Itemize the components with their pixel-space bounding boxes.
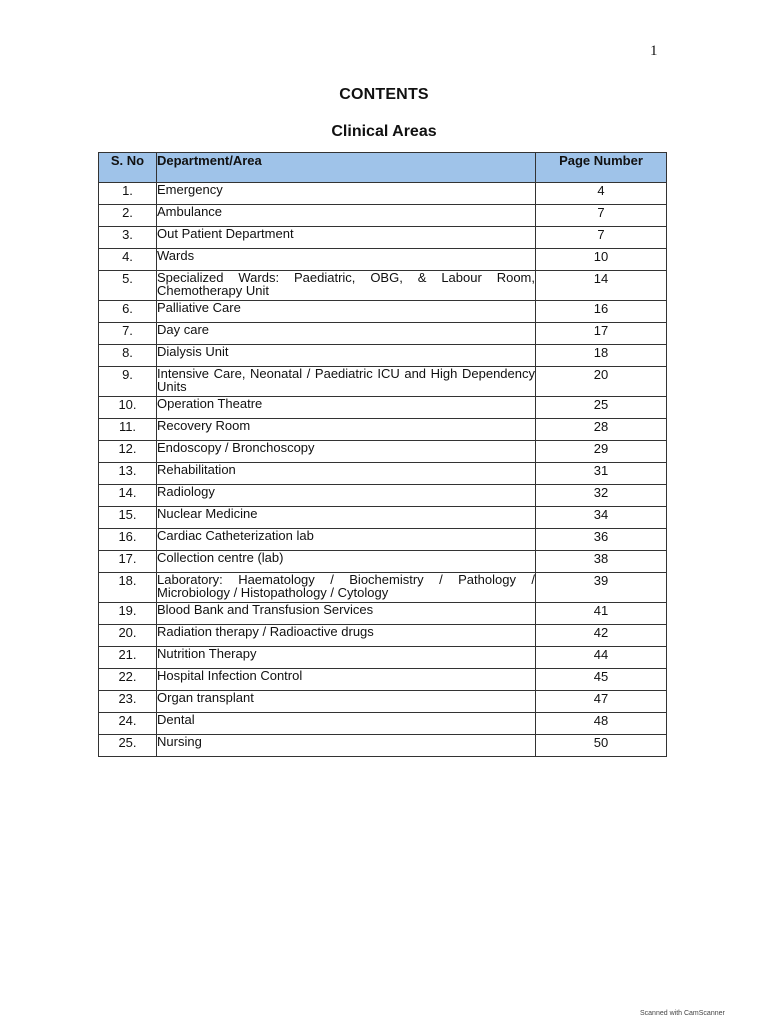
table-row: [99, 669, 667, 691]
table-row: [99, 463, 667, 485]
row-serial-number: 11.: [99, 419, 157, 441]
row-serial-number: 18.: [99, 573, 157, 603]
row-department: Radiology: [157, 485, 536, 507]
row-department: Specialized Wards: Paediatric, OBG, & Labour Room, Chemotherapy Unit: [157, 271, 536, 301]
row-page-number: 47: [536, 691, 667, 713]
table-row: [99, 625, 667, 647]
table-row: [99, 419, 667, 441]
row-department: Ambulance: [157, 205, 536, 227]
contents-table: [98, 152, 667, 757]
row-serial-number: 14.: [99, 485, 157, 507]
row-serial-number: 4.: [99, 249, 157, 271]
row-page-number: 20: [536, 367, 667, 397]
row-department: Hospital Infection Control: [157, 669, 536, 691]
row-serial-number: 20.: [99, 625, 157, 647]
row-serial-number: 8.: [99, 345, 157, 367]
row-department: Radiation therapy / Radioactive drugs: [157, 625, 536, 647]
table-row: [99, 345, 667, 367]
row-page-number: 25: [536, 397, 667, 419]
row-page-number: 17: [536, 323, 667, 345]
header-department: Department/Area: [157, 153, 536, 183]
row-page-number: 10: [536, 249, 667, 271]
table-row: [99, 713, 667, 735]
table-row: [99, 551, 667, 573]
row-department: Endoscopy / Bronchoscopy: [157, 441, 536, 463]
row-department: Palliative Care: [157, 301, 536, 323]
row-page-number: 44: [536, 647, 667, 669]
table-row: [99, 205, 667, 227]
table-row: [99, 271, 667, 301]
row-page-number: 31: [536, 463, 667, 485]
row-serial-number: 21.: [99, 647, 157, 669]
row-page-number: 18: [536, 345, 667, 367]
row-department: Collection centre (lab): [157, 551, 536, 573]
row-page-number: 16: [536, 301, 667, 323]
row-page-number: 32: [536, 485, 667, 507]
row-department: Operation Theatre: [157, 397, 536, 419]
row-department: Nuclear Medicine: [157, 507, 536, 529]
row-serial-number: 1.: [99, 183, 157, 205]
row-page-number: 48: [536, 713, 667, 735]
row-department: Day care: [157, 323, 536, 345]
row-page-number: 28: [536, 419, 667, 441]
table-row: [99, 323, 667, 345]
row-department: Organ transplant: [157, 691, 536, 713]
row-serial-number: 23.: [99, 691, 157, 713]
row-page-number: 41: [536, 603, 667, 625]
row-serial-number: 12.: [99, 441, 157, 463]
table-row: [99, 183, 667, 205]
row-page-number: 7: [536, 227, 667, 249]
table-row: [99, 367, 667, 397]
row-serial-number: 7.: [99, 323, 157, 345]
row-page-number: 29: [536, 441, 667, 463]
row-department: Dialysis Unit: [157, 345, 536, 367]
table-row: [99, 573, 667, 603]
row-page-number: 14: [536, 271, 667, 301]
table-row: [99, 249, 667, 271]
row-page-number: 45: [536, 669, 667, 691]
table-row: [99, 691, 667, 713]
row-department: Rehabilitation: [157, 463, 536, 485]
row-department: Out Patient Department: [157, 227, 536, 249]
row-page-number: 42: [536, 625, 667, 647]
row-page-number: 38: [536, 551, 667, 573]
table-row: [99, 485, 667, 507]
table-header-row: [99, 153, 667, 183]
row-serial-number: 24.: [99, 713, 157, 735]
row-serial-number: 10.: [99, 397, 157, 419]
row-department: Nursing: [157, 735, 536, 757]
table-row: [99, 227, 667, 249]
row-serial-number: 13.: [99, 463, 157, 485]
table-row: [99, 507, 667, 529]
row-department: Nutrition Therapy: [157, 647, 536, 669]
row-department: Recovery Room: [157, 419, 536, 441]
table-body: [99, 183, 667, 757]
row-department: Cardiac Catheterization lab: [157, 529, 536, 551]
row-page-number: 7: [536, 205, 667, 227]
page-number: 1: [650, 43, 658, 59]
table-row: [99, 603, 667, 625]
scanner-watermark: Scanned with CamScanner: [640, 1010, 725, 1017]
document-title: CONTENTS: [339, 86, 429, 103]
table-row: [99, 397, 667, 419]
row-department: Emergency: [157, 183, 536, 205]
row-page-number: 39: [536, 573, 667, 603]
table-row: [99, 301, 667, 323]
row-page-number: 34: [536, 507, 667, 529]
row-serial-number: 3.: [99, 227, 157, 249]
row-serial-number: 19.: [99, 603, 157, 625]
header-page-number: Page Number: [536, 153, 667, 183]
row-department: Dental: [157, 713, 536, 735]
table-row: [99, 441, 667, 463]
row-serial-number: 9.: [99, 367, 157, 397]
table-row: [99, 735, 667, 757]
table-row: [99, 529, 667, 551]
row-serial-number: 2.: [99, 205, 157, 227]
row-serial-number: 6.: [99, 301, 157, 323]
document-subtitle: Clinical Areas: [331, 123, 437, 140]
header-serial-number: S. No: [99, 153, 157, 183]
row-serial-number: 17.: [99, 551, 157, 573]
table-row: [99, 647, 667, 669]
row-serial-number: 5.: [99, 271, 157, 301]
row-page-number: 4: [536, 183, 667, 205]
row-page-number: 50: [536, 735, 667, 757]
row-department: Intensive Care, Neonatal / Paediatric ICU and High Dependency Units: [157, 367, 536, 397]
row-department: Laboratory: Haematology / Biochemistry / Pathology / Microbiology / Histopathology / Cytology: [157, 573, 536, 603]
row-department: Wards: [157, 249, 536, 271]
row-serial-number: 22.: [99, 669, 157, 691]
row-serial-number: 15.: [99, 507, 157, 529]
row-serial-number: 25.: [99, 735, 157, 757]
row-department: Blood Bank and Transfusion Services: [157, 603, 536, 625]
row-serial-number: 16.: [99, 529, 157, 551]
row-page-number: 36: [536, 529, 667, 551]
